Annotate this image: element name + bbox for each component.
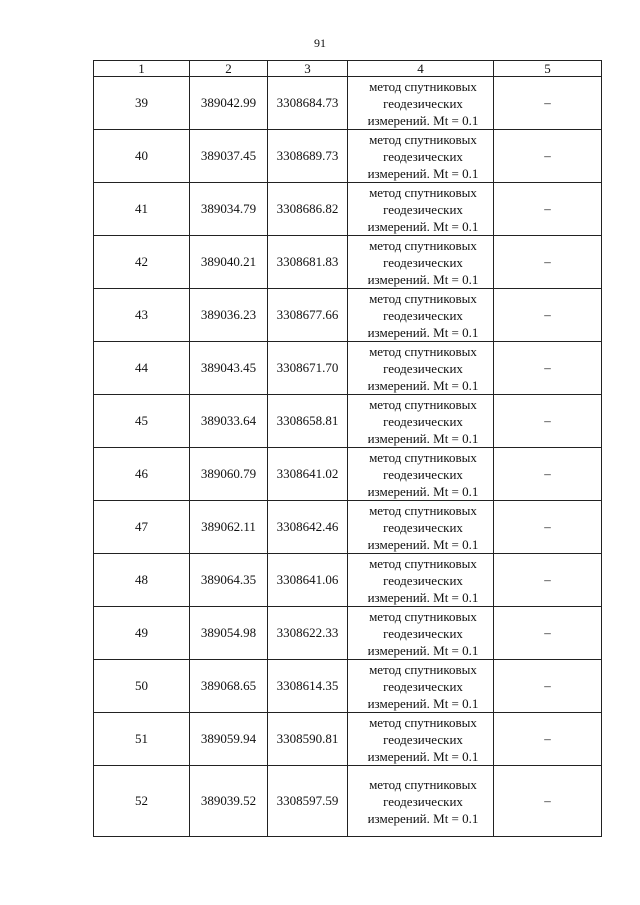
x-coordinate-cell: 389060.79 [190,448,268,501]
x-coordinate-cell: 389054.98 [190,607,268,660]
method-line-3: измерений. Mt = 0.1 [367,271,479,287]
x-coordinate-cell: 389059.94 [190,713,268,766]
point-number-cell: 47 [94,501,190,554]
coordinates-table [93,60,602,837]
method-cell [348,554,494,607]
table-body [94,77,602,837]
x-coordinate-cell: 389037.45 [190,130,268,183]
x-coordinate-cell: 389042.99 [190,77,268,130]
x-coordinate-cell: 389039.52 [190,766,268,837]
method-line-2: геодезических [383,95,463,111]
note-cell: – [494,236,602,289]
method-line-3: измерений. Mt = 0.1 [367,218,479,234]
method-line-3: измерений. Mt = 0.1 [367,695,479,711]
x-coordinate-cell: 389062.11 [190,501,268,554]
y-coordinate-cell: 3308686.82 [268,183,348,236]
point-number-cell: 52 [94,766,190,837]
x-coordinate-cell: 389068.65 [190,660,268,713]
point-number-cell: 49 [94,607,190,660]
method-cell [348,607,494,660]
y-coordinate-cell: 3308590.81 [268,713,348,766]
method-line-1: метод спутниковых [369,502,477,518]
method-cell [348,342,494,395]
note-cell: – [494,713,602,766]
method-line-2: геодезических [383,466,463,482]
point-number-cell: 42 [94,236,190,289]
method-line-3: измерений. Mt = 0.1 [367,748,479,764]
point-number-cell: 39 [94,77,190,130]
method-line-1: метод спутниковых [369,343,477,359]
y-coordinate-cell: 3308614.35 [268,660,348,713]
table-row [94,183,602,236]
y-coordinate-cell: 3308641.02 [268,448,348,501]
method-line-3: измерений. Mt = 0.1 [367,536,479,552]
y-coordinate-cell: 3308642.46 [268,501,348,554]
point-number-cell: 44 [94,342,190,395]
method-line-3: измерений. Mt = 0.1 [367,589,479,605]
y-coordinate-cell: 3308671.70 [268,342,348,395]
note-cell: – [494,554,602,607]
note-cell: – [494,342,602,395]
method-line-2: геодезических [383,254,463,270]
point-number-cell: 43 [94,289,190,342]
table-row [94,342,602,395]
method-line-2: геодезических [383,519,463,535]
table-row [94,395,602,448]
method-line-2: геодезических [383,360,463,376]
column-header-1: 1 [94,61,190,77]
method-line-2: геодезических [383,625,463,641]
x-coordinate-cell: 389034.79 [190,183,268,236]
table-row [94,607,602,660]
method-line-1: метод спутниковых [369,661,477,677]
note-cell: – [494,289,602,342]
method-line-1: метод спутниковых [369,608,477,624]
point-number-cell: 51 [94,713,190,766]
method-cell [348,130,494,183]
method-line-1: метод спутниковых [369,237,477,253]
point-number-cell: 46 [94,448,190,501]
method-line-2: геодезических [383,307,463,323]
y-coordinate-cell: 3308641.06 [268,554,348,607]
note-cell: – [494,448,602,501]
x-coordinate-cell: 389040.21 [190,236,268,289]
method-line-1: метод спутниковых [369,776,477,792]
x-coordinate-cell: 389036.23 [190,289,268,342]
point-number-cell: 45 [94,395,190,448]
method-cell [348,395,494,448]
y-coordinate-cell: 3308597.59 [268,766,348,837]
method-line-3: измерений. Mt = 0.1 [367,112,479,128]
method-cell [348,766,494,837]
method-cell [348,183,494,236]
method-line-1: метод спутниковых [369,449,477,465]
page-number: 91 [314,36,326,50]
method-line-3: измерений. Mt = 0.1 [367,642,479,658]
method-cell [348,448,494,501]
method-line-2: геодезических [383,413,463,429]
table-row [94,766,602,837]
method-line-2: геодезических [383,793,463,809]
table-header-row [94,61,602,77]
note-cell: – [494,183,602,236]
method-line-2: геодезических [383,572,463,588]
method-line-1: метод спутниковых [369,131,477,147]
method-line-3: измерений. Mt = 0.1 [367,377,479,393]
column-header-5: 5 [494,61,602,77]
x-coordinate-cell: 389033.64 [190,395,268,448]
method-line-2: геодезических [383,678,463,694]
note-cell: – [494,766,602,837]
method-cell [348,289,494,342]
table-row [94,713,602,766]
y-coordinate-cell: 3308684.73 [268,77,348,130]
column-header-3: 3 [268,61,348,77]
column-header-4: 4 [348,61,494,77]
method-line-1: метод спутниковых [369,184,477,200]
table-row [94,289,602,342]
table-row [94,501,602,554]
method-line-1: метод спутниковых [369,396,477,412]
y-coordinate-cell: 3308677.66 [268,289,348,342]
column-header-2: 2 [190,61,268,77]
table-row [94,236,602,289]
point-number-cell: 41 [94,183,190,236]
x-coordinate-cell: 389064.35 [190,554,268,607]
method-line-3: измерений. Mt = 0.1 [367,165,479,181]
table-row [94,77,602,130]
y-coordinate-cell: 3308658.81 [268,395,348,448]
point-number-cell: 40 [94,130,190,183]
method-cell [348,77,494,130]
point-number-cell: 50 [94,660,190,713]
x-coordinate-cell: 389043.45 [190,342,268,395]
y-coordinate-cell: 3308681.83 [268,236,348,289]
note-cell: – [494,501,602,554]
method-line-3: измерений. Mt = 0.1 [367,483,479,499]
note-cell: – [494,660,602,713]
note-cell: – [494,395,602,448]
method-line-3: измерений. Mt = 0.1 [367,430,479,446]
y-coordinate-cell: 3308622.33 [268,607,348,660]
point-number-cell: 48 [94,554,190,607]
method-line-3: измерений. Mt = 0.1 [367,810,479,826]
table-row [94,448,602,501]
method-cell [348,660,494,713]
method-cell [348,501,494,554]
y-coordinate-cell: 3308689.73 [268,130,348,183]
method-line-2: геодезических [383,731,463,747]
table-row [94,554,602,607]
method-line-1: метод спутниковых [369,78,477,94]
note-cell: – [494,77,602,130]
note-cell: – [494,607,602,660]
method-line-1: метод спутниковых [369,290,477,306]
method-cell [348,713,494,766]
method-line-2: геодезических [383,148,463,164]
method-cell [348,236,494,289]
method-line-2: геодезических [383,201,463,217]
method-line-1: метод спутниковых [369,555,477,571]
method-line-3: измерений. Mt = 0.1 [367,324,479,340]
table-row [94,660,602,713]
table-row [94,130,602,183]
method-line-1: метод спутниковых [369,714,477,730]
note-cell: – [494,130,602,183]
